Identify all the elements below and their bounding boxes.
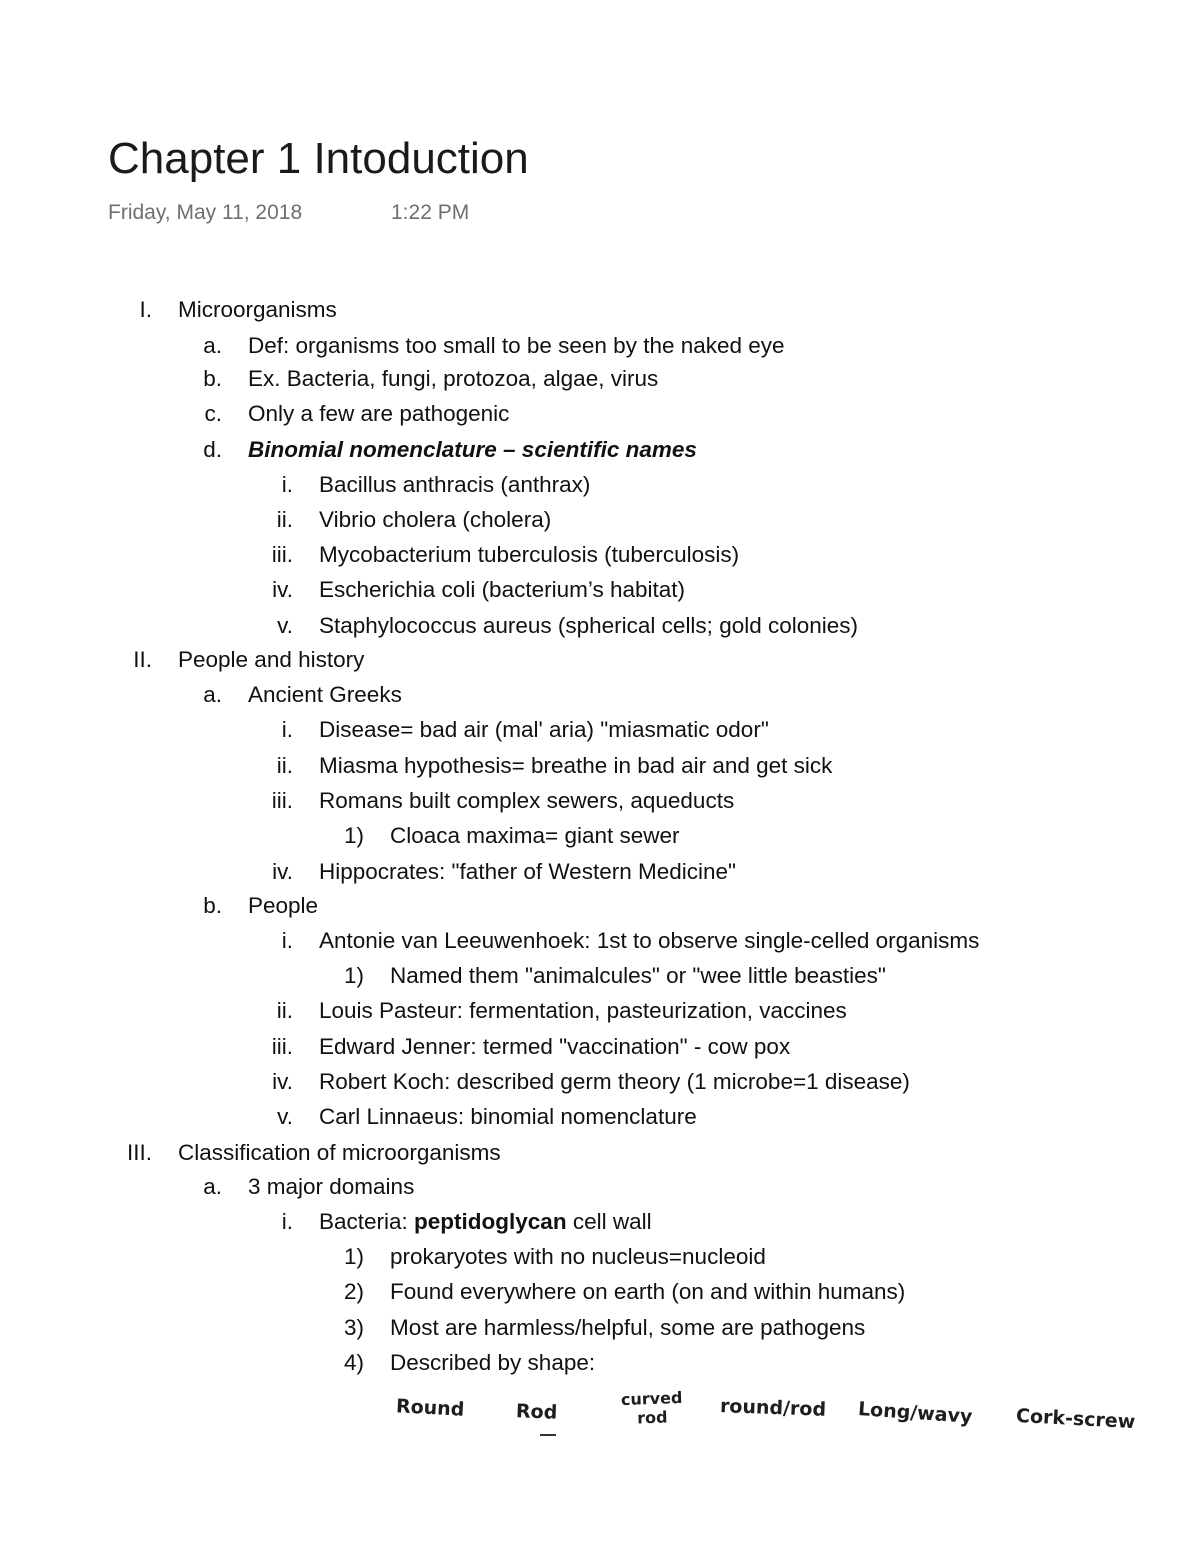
outline-text: People and history: [178, 647, 365, 672]
outline-text-part: cell wall: [566, 1209, 652, 1234]
outline-marker: ii.: [276, 753, 293, 778]
outline-item: [0, 785, 1200, 817]
handwritten-label-round: Round: [395, 1395, 465, 1421]
outline-marker: 4): [343, 1350, 364, 1375]
outline-text-part: Bacteria:: [319, 1209, 415, 1234]
outline-item: [0, 1347, 1200, 1379]
outline-item: [0, 434, 1200, 466]
page-title: Chapter 1 Intoduction: [108, 134, 529, 183]
outline-item: [0, 294, 1200, 326]
outline-marker: c.: [204, 401, 222, 426]
outline-marker: v.: [277, 613, 293, 638]
outline-item: [0, 1066, 1200, 1098]
outline-item: [0, 330, 1200, 362]
outline-text: Romans built complex sewers, aqueducts: [319, 788, 735, 813]
outline-marker: i.: [281, 928, 293, 953]
outline-text: Mycobacterium tuberculosis (tuberculosis): [319, 542, 740, 567]
outline-item: [0, 1171, 1200, 1203]
outline-text-bold: peptidoglycan: [414, 1209, 567, 1234]
outline-item: [0, 856, 1200, 888]
handwritten-label-long-wavy: Long/wavy: [857, 1398, 974, 1428]
outline-text: Vibrio cholera (cholera): [319, 507, 552, 532]
outline-item: [0, 925, 1200, 957]
outline-marker: iv.: [272, 577, 293, 602]
outline-marker: iii.: [271, 788, 293, 813]
outline-marker: iii.: [271, 1034, 293, 1059]
outline-text: Named them "animalcules" or "wee little beasties": [390, 963, 886, 988]
outline-item: [0, 750, 1200, 782]
outline-item: [0, 1206, 1200, 1238]
outline-text: Ex. Bacteria, fungi, protozoa, algae, virus: [248, 366, 659, 391]
outline-marker: ii.: [276, 507, 293, 532]
outline-text: Cloaca maxima= giant sewer: [390, 823, 680, 848]
outline-marker: a.: [203, 1174, 222, 1199]
outline-item: [0, 1312, 1200, 1344]
handwritten-label-round-rod: round/rod: [719, 1395, 827, 1421]
outline-text: Edward Jenner: termed "vaccination" - cow pox: [319, 1034, 791, 1059]
outline-item: [0, 820, 1200, 852]
outline-marker: II.: [133, 647, 152, 672]
outline-text: Robert Koch: described germ theory (1 microbe=1 disease): [319, 1069, 910, 1094]
outline-text: Staphylococcus aureus (spherical cells; gold colonies): [319, 613, 859, 638]
handwritten-label-cork-screw: Cork-screw: [1015, 1404, 1136, 1434]
outline-text: Def: organisms too small to be seen by the naked eye: [248, 333, 785, 358]
outline-text: Antonie van Leeuwenhoek: 1st to observe single-celled organisms: [319, 928, 980, 953]
page-date: Friday, May 11, 2018: [108, 201, 303, 224]
outline-item: [0, 890, 1200, 922]
outline-marker: III.: [126, 1140, 152, 1165]
outline-item: [0, 469, 1200, 501]
outline-text: Carl Linnaeus: binomial nomenclature: [319, 1104, 697, 1129]
outline-item: [0, 504, 1200, 536]
outline-item: [0, 995, 1200, 1027]
outline-item: [0, 574, 1200, 606]
outline-item: [0, 960, 1200, 992]
outline-marker: v.: [277, 1104, 293, 1129]
outline-marker: ii.: [276, 998, 293, 1023]
outline-text: Ancient Greeks: [248, 682, 402, 707]
outline-marker: 1): [343, 963, 364, 988]
outline-text: Escherichia coli (bacterium’s habitat): [319, 577, 685, 602]
outline-item: [0, 1031, 1200, 1063]
handwritten-label-curved-rod: curved rod: [620, 1387, 683, 1428]
outline-marker: 2): [343, 1279, 364, 1304]
outline-text: Disease= bad air (mal' aria) "miasmatic odor": [319, 717, 769, 742]
outline-text: Described by shape:: [390, 1350, 596, 1375]
outline-item: [0, 610, 1200, 642]
outline-text: Microorganisms: [178, 297, 337, 322]
outline-marker: iv.: [272, 859, 293, 884]
page-time: 1:22 PM: [391, 201, 470, 224]
outline-item: [0, 644, 1200, 676]
outline-marker: I.: [139, 297, 152, 322]
outline-marker: i.: [281, 472, 293, 497]
handwritten-label-rod: Rod: [515, 1400, 558, 1424]
outline-marker: 1): [343, 823, 364, 848]
outline-text: Most are harmless/helpful, some are pathogens: [390, 1315, 866, 1340]
outline-text: Only a few are pathogenic: [248, 401, 510, 426]
outline-marker: a.: [203, 333, 222, 358]
outline-item: [0, 363, 1200, 395]
outline-item: [0, 1137, 1200, 1169]
outline-text: 3 major domains: [248, 1174, 415, 1199]
outline-text: prokaryotes with no nucleus=nucleoid: [390, 1244, 766, 1269]
outline-text: Louis Pasteur: fermentation, pasteurization, vaccines: [319, 998, 847, 1023]
outline-marker: a.: [203, 682, 222, 707]
outline-item: [0, 1101, 1200, 1133]
outline-item: [0, 539, 1200, 571]
outline-item: [0, 398, 1200, 430]
outline-marker: iii.: [271, 542, 293, 567]
outline-marker: d.: [203, 437, 222, 462]
outline-marker: iv.: [272, 1069, 293, 1094]
outline-item: [0, 1241, 1200, 1273]
outline-item: [0, 679, 1200, 711]
outline-text: Found everywhere on earth (on and within humans): [390, 1279, 906, 1304]
outline-text: Binomial nomenclature – scientific names: [248, 437, 697, 462]
outline-text: Hippocrates: "father of Western Medicine": [319, 859, 736, 884]
outline-item: [0, 1276, 1200, 1308]
outline-marker: 1): [343, 1244, 364, 1269]
outline-marker: b.: [203, 893, 222, 918]
outline-item: [0, 714, 1200, 746]
outline-marker: 3): [343, 1315, 364, 1340]
outline-text: Miasma hypothesis= breathe in bad air and get sick: [319, 753, 833, 778]
outline-text: People: [248, 893, 319, 918]
outline-marker: b.: [203, 366, 222, 391]
outline-text: Classification of microorganisms: [178, 1140, 501, 1165]
outline-text: [319, 1206, 652, 1238]
outline-marker: i.: [281, 1209, 293, 1234]
outline-text: Bacillus anthracis (anthrax): [319, 472, 591, 497]
outline-marker: i.: [281, 717, 293, 742]
